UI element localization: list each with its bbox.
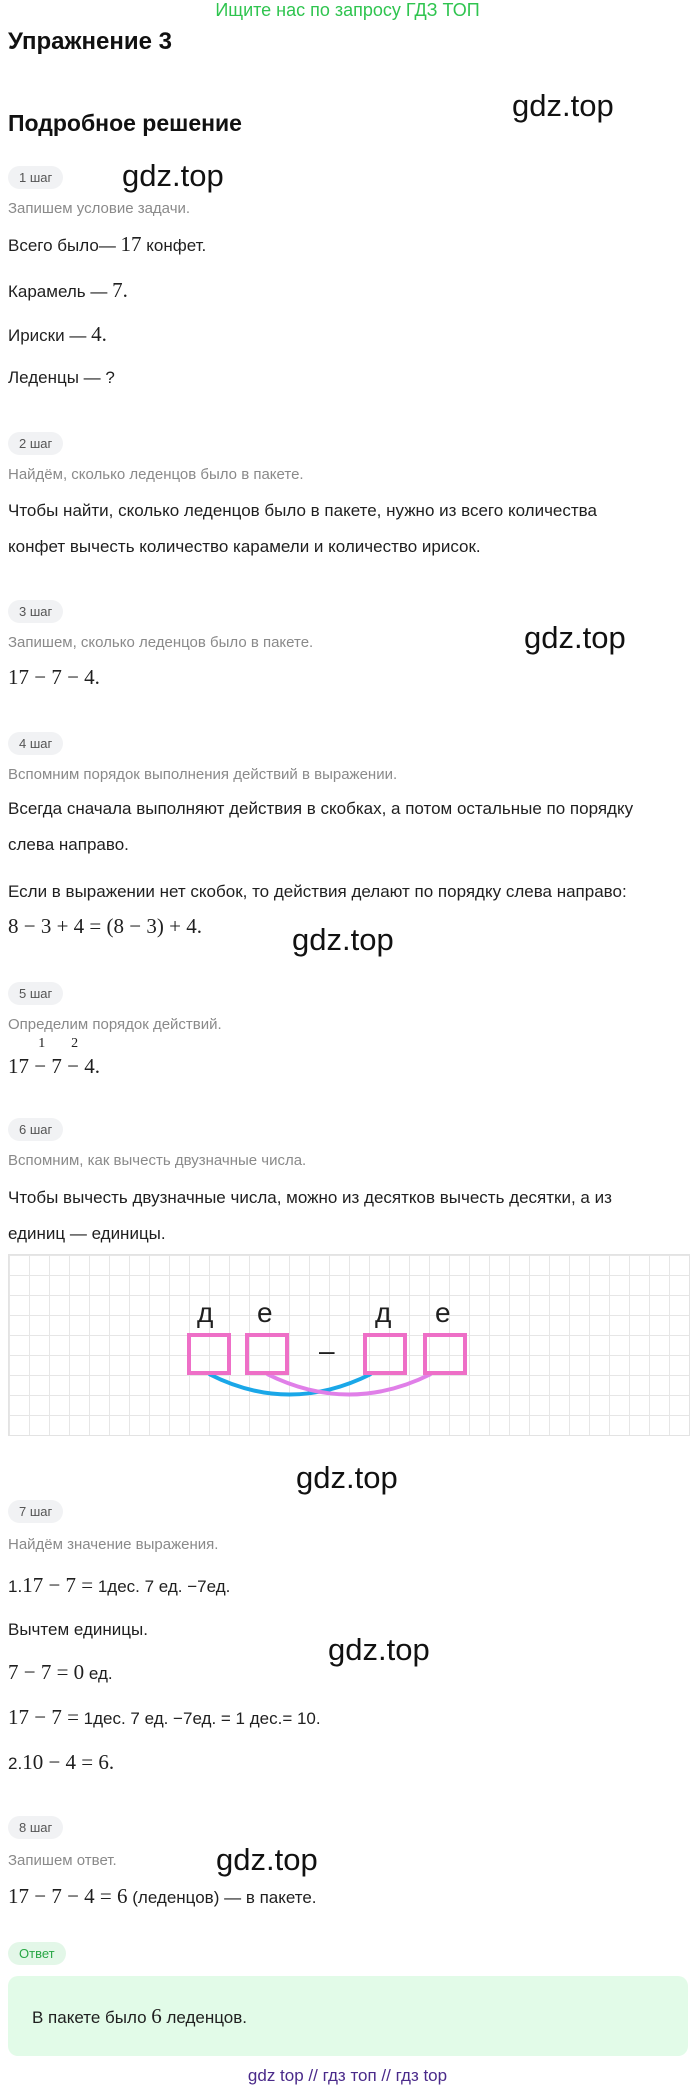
step-hint: Запишем, сколько леденцов было в пакете. (8, 634, 314, 651)
step-badge: 8 шаг (8, 1816, 63, 1839)
search-banner: Ищите нас по запросу ГДЗ ТОП (215, 0, 480, 20)
diagram-drawing (9, 1255, 689, 1435)
step-badge: 7 шаг (8, 1500, 63, 1523)
watermark: gdz.top (292, 922, 394, 957)
answer-text: В пакете было 6 леденцов. (32, 2004, 248, 2028)
units-label: е (257, 1297, 273, 1328)
step-hint: Вспомним порядок выполнения действий в выражении. (8, 766, 398, 783)
footer-links[interactable]: gdz top // гдз топ // гдз top (247, 2066, 448, 2085)
step-badge: 1 шаг (8, 166, 63, 189)
step-hint: Определим порядок действий. (8, 1016, 222, 1033)
step-text: Если в выражении нет скобок, то действия делают по порядку слева направо: (8, 882, 627, 901)
condition-lollipops: Леденцы — ? (8, 368, 115, 387)
watermark: gdz.top (296, 1460, 398, 1495)
tens-label: д (197, 1297, 214, 1328)
tens-square (365, 1335, 405, 1373)
condition-toffee: Ириски — 4. (8, 322, 107, 346)
condition-caramel: Карамель — 7. (8, 278, 128, 302)
tens-square (189, 1335, 229, 1373)
order-expression: 17 − 1 7 − 2 4. (8, 1036, 100, 1078)
tens-label: д (375, 1297, 392, 1328)
watermark: gdz.top (512, 88, 614, 123)
answer-badge: Ответ (8, 1942, 66, 1965)
step-hint: Найдём, сколько леденцов было в пакете. (8, 466, 304, 483)
solution-heading: Подробное решение (8, 110, 242, 136)
step-text: Чтобы вычесть двузначные числа, можно из десятков вычесть десятки, а из (8, 1188, 612, 1207)
expression: 17 − 7 − 4. (8, 665, 100, 689)
calc-row: 1.17 − 7 = 1дес. 7 ед. −7ед. (8, 1573, 231, 1597)
units-label: е (435, 1297, 451, 1328)
units-square (247, 1335, 287, 1373)
step-badge: 4 шаг (8, 732, 63, 755)
step-text: слева направо. (8, 835, 129, 854)
minus-sign: – (319, 1335, 335, 1366)
calc-row: 2.10 − 4 = 6. (8, 1750, 115, 1774)
step-badge: 3 шаг (8, 600, 63, 623)
step-hint: Запишем условие задачи. (8, 200, 191, 217)
step-hint: Найдём значение выражения. (8, 1536, 219, 1553)
watermark: gdz.top (524, 620, 626, 655)
calc-row: 17 − 7 = 1дес. 7 ед. −7ед. = 1 дес.= 10. (8, 1705, 321, 1729)
watermark: gdz.top (122, 158, 224, 193)
subtraction-diagram (8, 1254, 690, 1436)
step-text: Чтобы найти, сколько леденцов было в пакете, нужно из всего количества (8, 501, 597, 520)
watermark: gdz.top (216, 1842, 318, 1877)
step-badge: 6 шаг (8, 1118, 63, 1141)
expression: 8 − 3 + 4 = (8 − 3) + 4. (8, 914, 202, 938)
condition-total: Всего было— 17 конфет. (8, 232, 207, 256)
calc-row: Вычтем единицы. (8, 1620, 148, 1639)
step-hint: Запишем ответ. (8, 1852, 117, 1869)
final-expression: 17 − 7 − 4 = 6 (леденцов) — в пакете. (8, 1884, 317, 1908)
units-square (425, 1335, 465, 1373)
step-text: конфет вычесть количество карамели и количество ирисок. (8, 537, 481, 556)
calc-row: 7 − 7 = 0 ед. (8, 1660, 113, 1684)
order-number: 1 (38, 1036, 46, 1051)
step-badge: 5 шаг (8, 982, 63, 1005)
order-number: 2 (71, 1036, 79, 1051)
page-title: Упражнение 3 (8, 28, 172, 55)
step-badge: 2 шаг (8, 432, 63, 455)
step-text: Всегда сначала выполняют действия в скобках, а потом остальные по порядку (8, 799, 634, 818)
step-hint: Вспомним, как вычесть двузначные числа. (8, 1152, 307, 1169)
answer-box (8, 1976, 688, 2056)
step-text: единиц — единицы. (8, 1224, 166, 1243)
watermark: gdz.top (328, 1632, 430, 1667)
